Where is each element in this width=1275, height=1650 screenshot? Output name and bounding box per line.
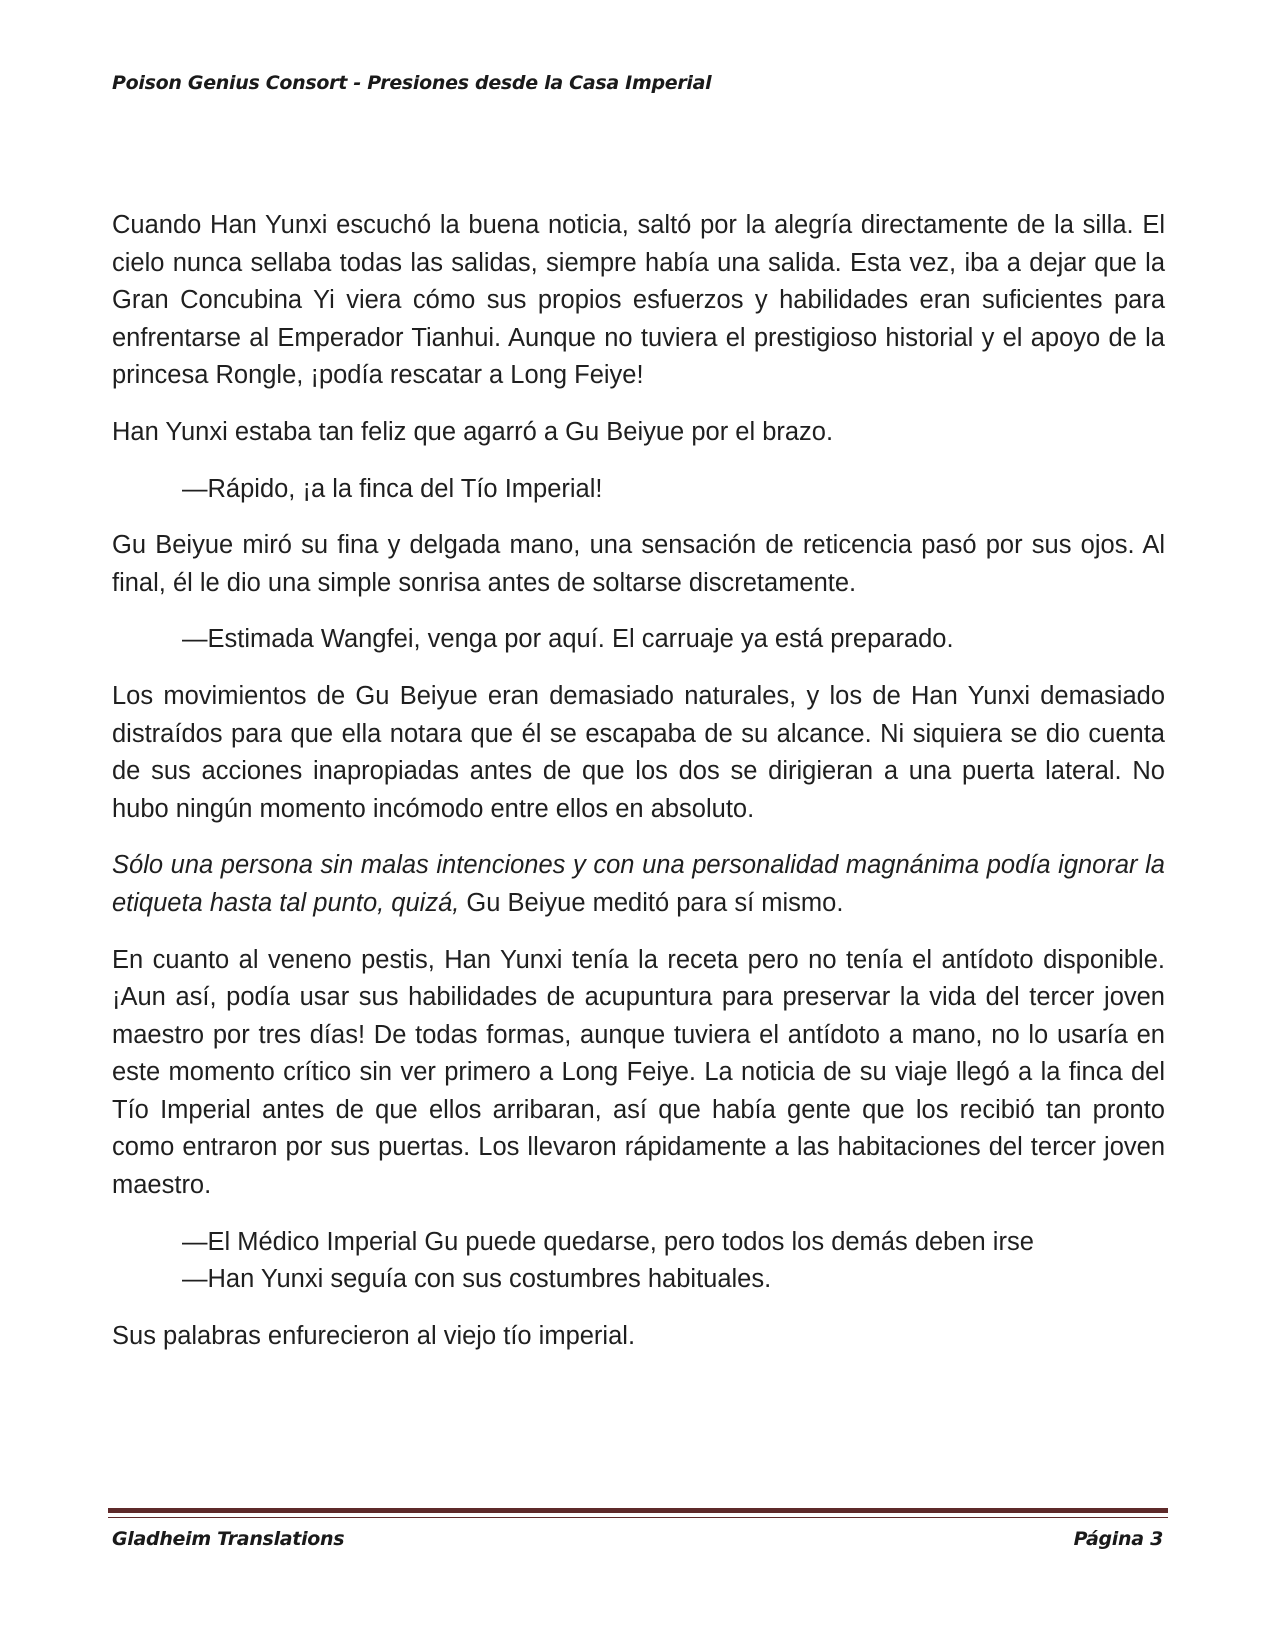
page-number: Página 3 — [1073, 1528, 1163, 1550]
dialogue-line: —Rápido, ¡a la finca del Tío Imperial! — [182, 474, 603, 503]
page-body — [112, 207, 1165, 1374]
paragraph: En cuanto al veneno pestis, Han Yunxi tenía la receta pero no tenía el antídoto disponible. ¡Aun así, podía usar sus habilidades de acupuntura para preservar la vida del tercer joven maestro por tres días! De todas formas, aunque tuviera el antídoto a mano, no lo usaría en este momento crítico sin ver primero a Long Feiye. La noticia de su viaje llegó a la finca del Tío Imperial antes de que ellos arribaran, así que había gente que los recibió tan pronto como entraron por sus puertas. Los llevaron rápidamente a las habitaciones del tercer joven maestro. — [112, 945, 1165, 1200]
paragraph: Cuando Han Yunxi escuchó la buena noticia, saltó por la alegría directamente de la silla. El cielo nunca sellaba todas las salidas, siempre había una salida. Esta vez, iba a dejar que la Gran Concubina Yi viera cómo sus propios esfuerzos y habilidades eran suficientes para enfrentarse al Emperador Tianhui. Aunque no tuviera el prestigioso historial y el apoyo de la princesa Rongle, ¡podía rescatar a Long Feiye! — [112, 211, 1165, 390]
thought-attribution: Gu Beiyue meditó para sí mismo. — [459, 888, 844, 917]
footer-rule-thin — [108, 1517, 1168, 1518]
footer-rule-thick — [108, 1508, 1168, 1513]
paragraph: Han Yunxi estaba tan feliz que agarró a Gu Beiyue por el brazo. — [112, 417, 834, 446]
italic-thought: Sólo una persona sin malas intenciones y con una personalidad magnánima podía ignorar la etiqueta hasta tal punto, quizá, — [112, 851, 1165, 917]
dialogue-line: —El Médico Imperial Gu puede quedarse, pero todos los demás deben irse — [182, 1227, 1034, 1256]
paragraph: Gu Beiyue miró su fina y delgada mano, una sensación de reticencia pasó por sus ojos. Al final, él le dio una simple sonrisa antes de soltarse discretamente. — [112, 531, 1165, 597]
page-header-title: Poison Genius Consort - Presiones desde la Casa Imperial — [112, 72, 712, 94]
paragraph: Los movimientos de Gu Beiyue eran demasiado naturales, y los de Han Yunxi demasiado distraídos para que ella notara que él se escapaba de su alcance. Ni siquiera se dio cuenta de sus acciones inapropiadas antes de que los dos se dirigieran a una puerta lateral. No hubo ningún momento incómodo entre ellos en absoluto. — [112, 681, 1165, 823]
footer-credit: Gladheim Translations — [112, 1528, 345, 1550]
paragraph-thought — [112, 847, 1165, 922]
dialogue-line: —Han Yunxi seguía con sus costumbres habituales. — [182, 1265, 772, 1294]
dialogue-line: —Estimada Wangfei, venga por aquí. El carruaje ya está preparado. — [182, 625, 954, 654]
paragraph: Sus palabras enfurecieron al viejo tío imperial. — [112, 1321, 636, 1350]
